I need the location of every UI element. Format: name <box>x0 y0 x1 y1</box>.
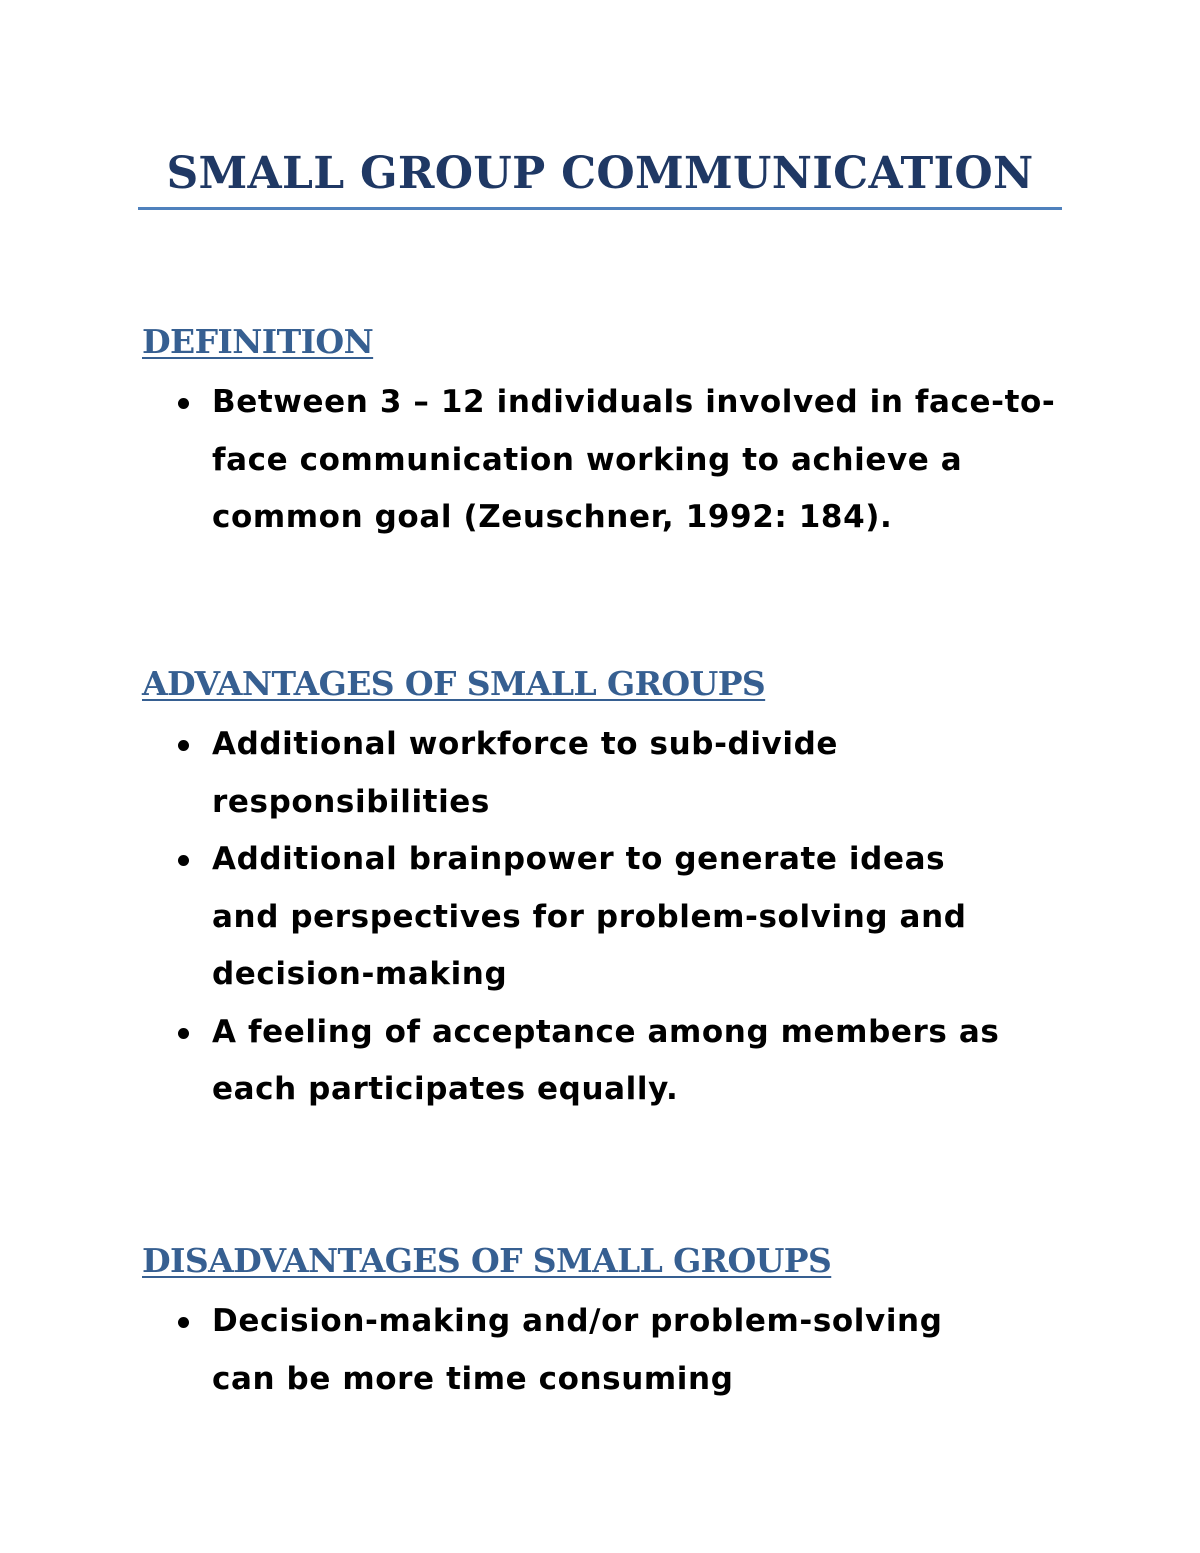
bullet-icon <box>178 855 189 866</box>
bullet-list <box>142 374 1072 547</box>
bullet-icon <box>178 1028 189 1039</box>
bullet-icon <box>178 740 189 751</box>
list-item <box>142 1293 1012 1408</box>
bullet-text: Decision-making and/or problem-solving can be more time consuming <box>212 1303 943 1397</box>
list-item <box>142 1004 1012 1119</box>
section-heading-disadvantages: DISADVANTAGES OF SMALL GROUPS <box>142 1241 832 1280</box>
bullet-list <box>142 716 1072 1119</box>
bullet-text: Additional brainpower to generate ideas and perspectives for problem-solving and decision-making <box>212 841 967 992</box>
page-title: SMALL GROUP COMMUNICATION <box>166 148 1034 199</box>
section-advantages <box>142 662 1072 1119</box>
section-definition <box>142 320 1072 547</box>
section-disadvantages <box>142 1239 1072 1408</box>
section-heading-advantages: ADVANTAGES OF SMALL GROUPS <box>142 664 766 703</box>
bullet-list <box>142 1293 1072 1408</box>
bullet-text: Additional workforce to sub-divide responsibilities <box>212 726 839 820</box>
bullet-text: A feeling of acceptance among members as each participates equally. <box>212 1013 1000 1107</box>
list-item <box>142 831 1012 1004</box>
bullet-icon <box>178 398 189 409</box>
list-item <box>142 374 1057 547</box>
bullet-text: Between 3 – 12 individuals involved in face-to-face communication working to achieve a common goal (Zeuschner, 1992: 184). <box>212 384 1056 535</box>
section-heading-definition: DEFINITION <box>142 322 374 361</box>
title-underline-rule <box>138 207 1062 210</box>
bullet-icon <box>178 1317 189 1328</box>
list-item <box>142 716 1012 831</box>
